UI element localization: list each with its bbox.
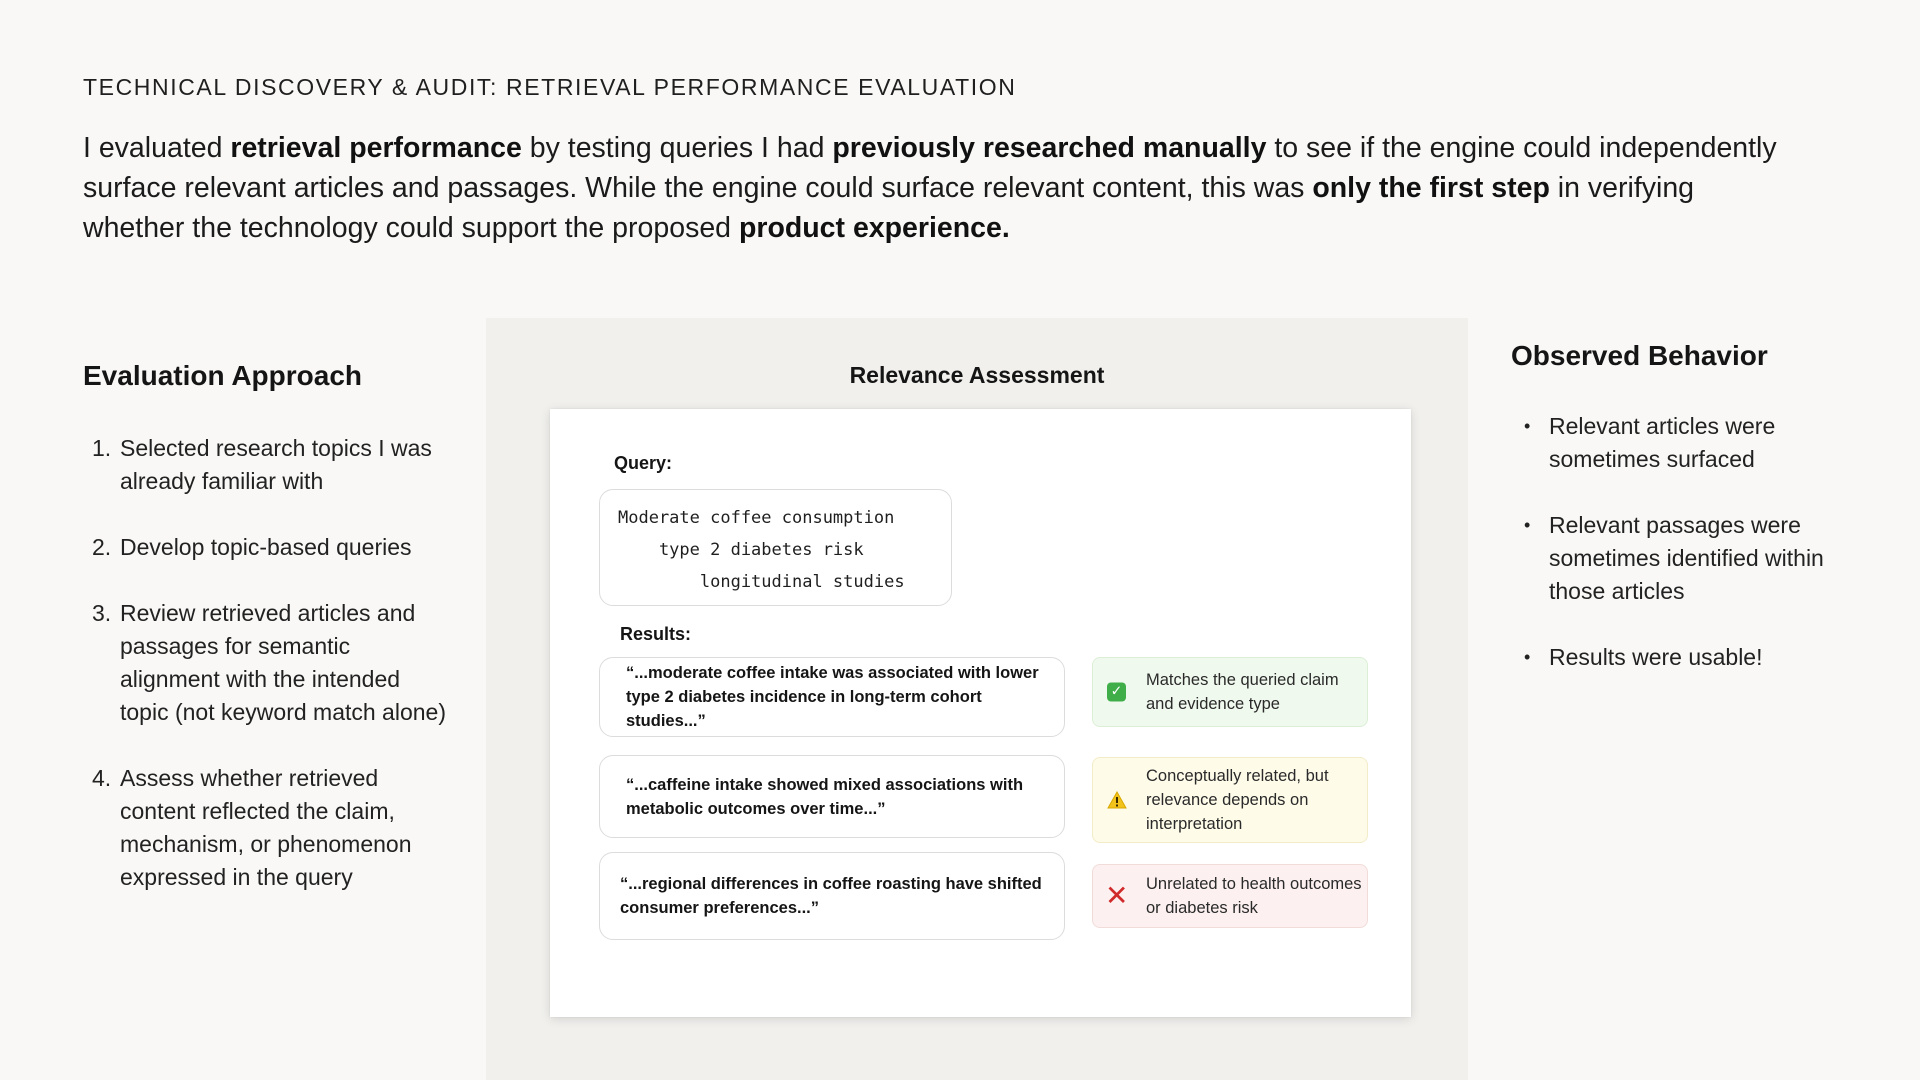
eyebrow-heading: TECHNICAL DISCOVERY & AUDIT: RETRIEVAL PERFORMANCE EVALUATION [83, 74, 1017, 100]
step-text: Selected research topics I was already familiar with [120, 435, 432, 494]
intro-text: by testing queries I had [521, 132, 833, 164]
intro-emphasis: only the first step [1312, 172, 1550, 204]
query-label: Query: [614, 453, 673, 473]
observed-behavior-list [1511, 410, 1871, 674]
results-label: Results: [620, 624, 692, 644]
verdict-badge-partial [1092, 757, 1368, 843]
evaluation-steps-list [83, 432, 453, 894]
observed-item-text: Relevant articles were sometimes surfaced [1549, 413, 1776, 472]
step-text: Review retrieved articles and passages for semantic alignment with the intended topic (not keyword match alone) [120, 600, 446, 725]
bullet-icon: • [1524, 515, 1531, 535]
step-number: 3. [92, 600, 112, 626]
verdict-badge-unrelated [1092, 864, 1368, 928]
step-number: 4. [92, 765, 112, 791]
bullet-icon: • [1524, 416, 1531, 436]
result-snippet-text: “...regional differences in coffee roasting have shifted consumer preferences...” [620, 875, 1042, 917]
result-snippet [599, 852, 1065, 940]
observed-behavior-section [1511, 340, 1871, 707]
assessment-card [550, 409, 1411, 1017]
evaluation-approach-title: Evaluation Approach [83, 360, 363, 391]
observed-item [1511, 641, 1871, 674]
intro-emphasis: previously researched manually [832, 132, 1267, 164]
relevance-assessment-panel [486, 318, 1468, 1080]
evaluation-step [83, 597, 453, 729]
intro-text: to see if the engine could independently surface relevant articles and passages. While the engine could surface relevant content, this was [83, 132, 1777, 204]
verdict-badge-match [1092, 657, 1368, 727]
result-snippet-text: “...caffeine intake showed mixed associations with metabolic outcomes over time...” [626, 775, 1024, 818]
query-box: Moderate coffee consumption type 2 diabetes risk longitudinal studies [599, 489, 952, 606]
intro-paragraph [83, 128, 1803, 248]
result-snippet-text: “...moderate coffee intake was associated with lower type 2 diabetes incidence in long-term cohort studies...” [626, 664, 1039, 730]
observed-item-text: Relevant passages were sometimes identified within those articles [1549, 512, 1824, 604]
evaluation-step [83, 432, 453, 498]
intro-emphasis: retrieval performance [230, 132, 522, 164]
intro-emphasis: product experience. [738, 212, 1010, 244]
step-number: 1. [92, 435, 112, 461]
result-snippet [599, 755, 1065, 838]
result-snippet [599, 657, 1065, 737]
intro-text: in verifying whether the technology could support the proposed [83, 172, 1695, 244]
intro-text: I evaluated [83, 132, 231, 164]
check-icon: ✓ [1107, 683, 1126, 702]
evaluation-step [83, 531, 453, 564]
verdict-text: Conceptually related, but relevance depends on interpretation [1146, 767, 1329, 833]
evaluation-step [83, 762, 453, 894]
observed-behavior-title: Observed Behavior [1511, 340, 1768, 371]
step-text: Develop topic-based queries [120, 534, 412, 560]
step-text: Assess whether retrieved content reflected the claim, mechanism, or phenomenon expressed in the query [120, 765, 412, 890]
observed-item-text: Results were usable! [1549, 644, 1763, 670]
verdict-text: Unrelated to health outcomes or diabetes risk [1146, 875, 1362, 917]
relevance-assessment-title: Relevance Assessment [849, 362, 1105, 388]
observed-item [1511, 410, 1871, 476]
verdict-text: Matches the queried claim and evidence type [1146, 671, 1339, 713]
warning-icon [1107, 791, 1127, 809]
bullet-icon: • [1524, 647, 1531, 667]
step-number: 2. [92, 534, 112, 560]
cross-icon: ✕ [1105, 879, 1129, 912]
observed-item [1511, 509, 1871, 608]
evaluation-approach-section [83, 360, 453, 927]
